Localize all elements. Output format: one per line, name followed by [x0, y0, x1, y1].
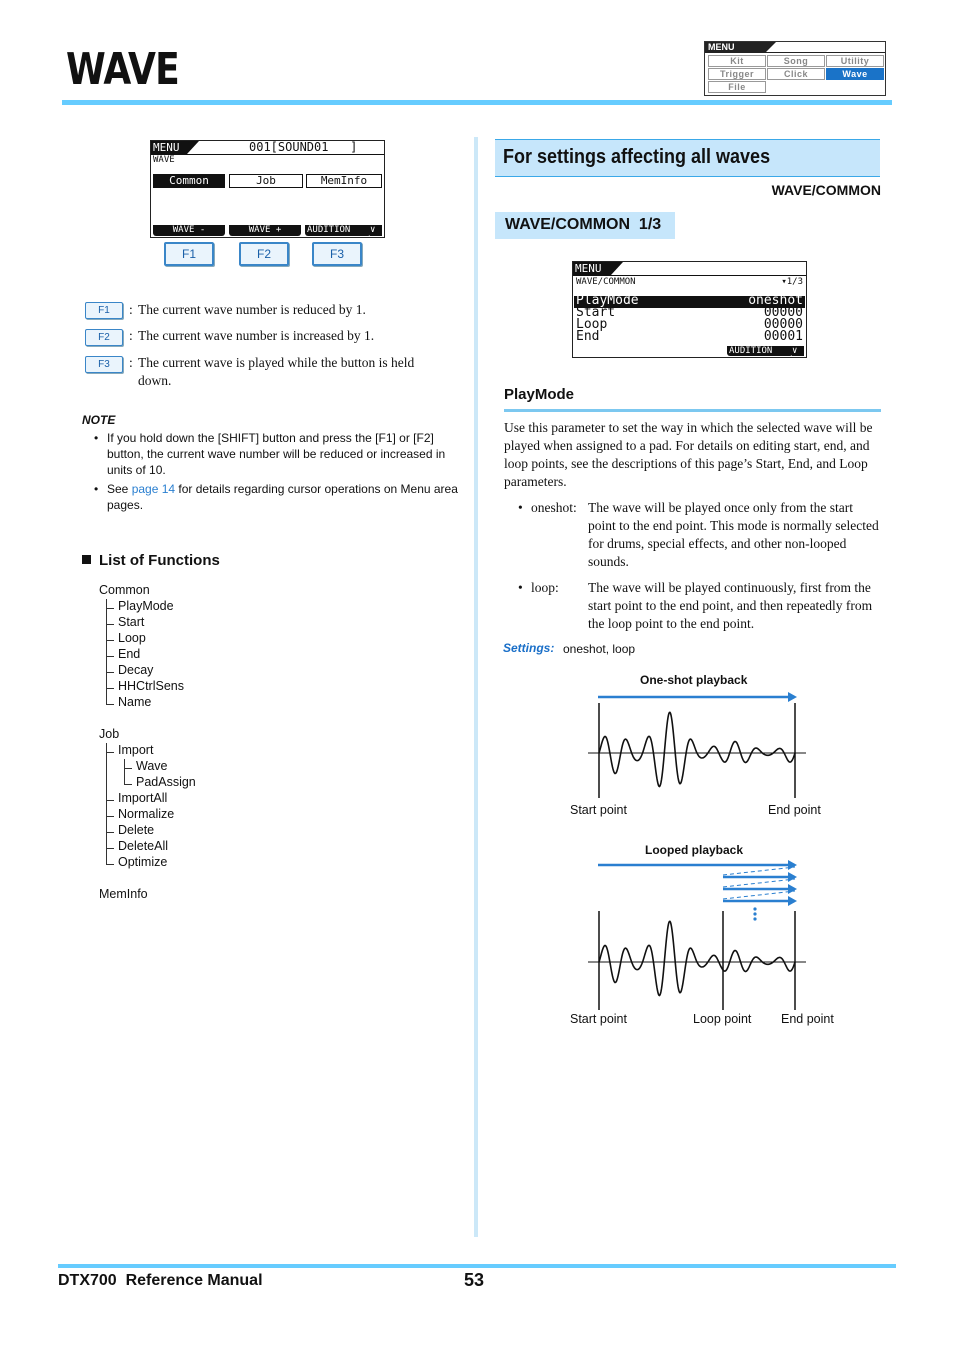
oneshot-waveform-figure: [580, 688, 810, 798]
playmode-heading: PlayMode: [504, 386, 575, 403]
lcd-func-wave-plus: WAVE +: [229, 225, 301, 236]
lcd-func-audition: AUDITION: [727, 346, 793, 356]
tree-item: Decay: [118, 663, 154, 677]
option-loop-desc: The wave will be played continuously, first from the start point to the end point, and then repeatedly from the loop point to the end point.: [588, 580, 873, 631]
lcd-row-value: 00000: [763, 305, 803, 320]
tree-item: Name: [118, 695, 152, 709]
lcd-row-name: Loop: [576, 317, 608, 332]
header-rule: [62, 100, 892, 105]
lcd-wave-label: WAVE: [153, 155, 175, 165]
lcd-menu-label: MENU: [151, 141, 187, 154]
tree-item: PlayMode: [118, 599, 174, 613]
tree-item: ImportAll: [118, 791, 168, 805]
f1-key-badge: F1: [85, 302, 123, 319]
lcd-tab-common: Common: [153, 174, 225, 188]
f3-button[interactable]: F3: [312, 242, 362, 266]
tree-item: DeleteAll: [118, 839, 169, 853]
section-title: For settings affecting all waves: [503, 146, 771, 168]
f2-key-badge: F2: [85, 329, 123, 346]
column-divider: [474, 137, 478, 1237]
menu-nav-tab-corner: [766, 42, 776, 52]
tree-item: Start: [118, 615, 145, 629]
lcd-func-audition: AUDITION: [305, 225, 371, 236]
lcd-row-name: End: [576, 329, 600, 344]
page-link[interactable]: page 14: [131, 482, 176, 496]
nav-cell-click: Click: [767, 68, 825, 80]
f3-description: The current wave is played while the button is held down.: [138, 355, 415, 388]
start-point-label: Start point: [570, 803, 627, 817]
nav-cell-wave: Wave: [826, 68, 884, 80]
start-point-label: Start point: [570, 1012, 627, 1026]
option-loop-name: loop:: [531, 580, 559, 595]
tree-item: Optimize: [118, 855, 168, 869]
settings-value: oneshot, loop: [563, 642, 636, 656]
tree-item: Normalize: [118, 807, 175, 821]
section-path: WAVE/COMMON: [771, 182, 881, 198]
tree-item: Wave: [136, 759, 168, 773]
page-title: WAVE: [66, 44, 179, 95]
playmode-description: Use this parameter to set the way in which the selected wave will be played when assigned to a pad. For details on editing start, end, and loop points, see the descriptions of this page’s Start, End, and Loop parameters.: [504, 420, 873, 489]
square-bullet-icon: [82, 555, 91, 564]
nav-cell-trigger: Trigger: [708, 68, 766, 80]
lcd-row-value: 00000: [763, 317, 803, 332]
footer-rule: [58, 1264, 896, 1268]
menu-nav-map: [704, 41, 886, 96]
end-point-label: End point: [768, 803, 821, 817]
end-point-label: End point: [781, 1012, 834, 1026]
f2-description: The current wave number is increased by 1.: [138, 328, 375, 343]
f3-key-badge: F3: [85, 356, 123, 373]
section-header: [495, 139, 880, 177]
f2-button[interactable]: F2: [239, 242, 289, 266]
lcd-wave-common: [572, 261, 807, 358]
lcd-wave-number: 001[SOUND01 ]: [249, 140, 358, 154]
lcd-tab-meminfo: MemInfo: [306, 174, 382, 188]
playmode-rule: [504, 409, 881, 412]
lcd-func-wave-minus: WAVE -: [153, 225, 225, 236]
tree-common: Common: [99, 583, 150, 597]
lcd-row-name: PlayMode: [576, 293, 639, 308]
note-label: NOTE: [82, 413, 116, 427]
chevron-down-icon: ∨: [792, 346, 804, 356]
lcd-wave-main: [150, 140, 385, 238]
chevron-down-icon: ∨: [370, 225, 382, 236]
nav-cell-song: Song: [767, 55, 825, 67]
lcd-page: ▾1/3: [781, 277, 803, 287]
tree-item: PadAssign: [136, 775, 196, 789]
option-oneshot-name: oneshot:: [531, 500, 577, 515]
nav-cell-file: File: [708, 81, 766, 93]
looped-waveform-figure: [580, 855, 820, 1015]
menu-nav-header: MENU: [705, 42, 766, 52]
lcd-menu-label: MENU: [573, 262, 611, 275]
tree-item: HHCtrlSens: [118, 679, 184, 693]
f1-description: The current wave number is reduced by 1.: [138, 302, 366, 317]
note-item-2: See page 14 for details regarding cursor operations on Menu area pages.: [107, 482, 458, 512]
f1-button[interactable]: F1: [164, 242, 214, 266]
page-number: 53: [464, 1270, 485, 1290]
subsection-title: WAVE/COMMON 1/3: [505, 216, 662, 233]
nav-cell-utility: Utility: [826, 55, 884, 67]
tree-item: End: [118, 647, 141, 661]
tree-meminfo: MemInfo: [99, 887, 148, 901]
note-item-1: If you hold down the [SHIFT] button and press the [F1] or [F2] button, the current wave number will be reduced or increased in units of 10.: [107, 431, 446, 477]
lcd-row-value: oneshot: [748, 293, 803, 308]
loop-point-label: Loop point: [693, 1012, 752, 1026]
lcd-row-value: 00001: [763, 329, 803, 344]
nav-cell-kit: Kit: [708, 55, 766, 67]
looped-title: Looped playback: [645, 843, 744, 857]
lcd-path: WAVE/COMMON: [576, 277, 636, 287]
tree-import: Import: [118, 743, 154, 757]
lcd-row-name: Start: [576, 305, 616, 320]
list-of-functions-heading: List of Functions: [99, 552, 220, 569]
tree-job: Job: [99, 727, 120, 741]
tree-item: Delete: [118, 823, 155, 837]
oneshot-title: One-shot playback: [640, 673, 748, 687]
subsection-header: [495, 212, 675, 239]
lcd-tab-job: Job: [229, 174, 303, 188]
option-oneshot-desc: The wave will be played once only from the start point to the end point. This mode is normally selected for drums, special effects, and other non-looped sounds.: [588, 500, 879, 569]
footer-manual-title: DTX700 Reference Manual: [58, 1272, 263, 1289]
settings-label: Settings:: [503, 641, 555, 655]
tree-item: Loop: [118, 631, 146, 645]
